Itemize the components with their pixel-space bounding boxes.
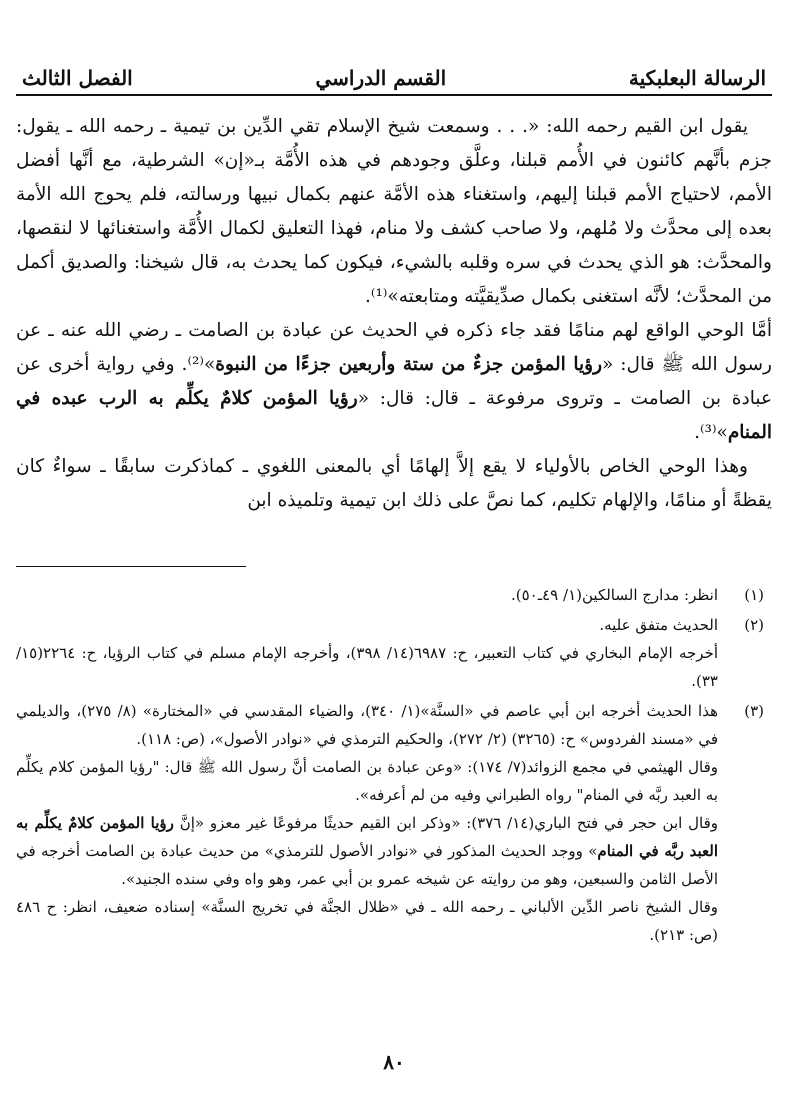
running-header [16,66,772,94]
footnote-text: وقال الشيخ ناصر الدِّين الألباني ـ رحمه الله ـ في «ظلال الجنَّة في تخريج السنَّة» إسناده ضعيف، انظر: ح ٤٨٦ (ص: ٢١٣). [16,898,718,944]
footnote-text: هذا الحديث أخرجه ابن أبي عاصم في «السنَّة»(١/ ٣٤٠)، والضياء المقدسي في «المختارة» (٨/ ٢٧٥)، والديلمي في «مسند الفردوس» ح: (٣٢٦٥) (٢/ ٢٧٢)، والحكيم الترمذي في «نوادر الأصول»، (ص: ١١٨). [16,702,719,748]
hadith-quote-1: رؤيا المؤمن جزءٌ من ستة وأربعين جزءًا من النبوة [215,354,603,375]
footnote-number: (٢) [744,616,764,634]
footnote-text: أخرجه الإمام البخاري في كتاب التعبير، ح: ٦٩٨٧(١٤/ ٣٩٨)، وأخرجه الإمام مسلم في كتاب الرؤيا، ح: ٢٢٦٤(١٥/ ٣٣). [16,644,718,690]
paragraph-2-text-a: أمَّا الوحي الواقع لهم منامًا فقد جاء ذكره في الحديث عن عبادة بن الصامت ـ رضي الله عنه ـ عن رسول الله ﷺ قال: « [16,320,772,375]
footnote-number: (١) [744,586,764,604]
footnote-separator [16,566,246,567]
header-section-title: القسم الدراسي [315,66,447,90]
header-rule [16,94,772,96]
footnote-number: (٣) [744,702,764,720]
footnote-text: انظر: مدارج السالكين(١/ ٤٩ـ٥٠). [510,586,718,604]
footnote-text: الحديث متفق عليه. [599,616,718,634]
footnote-1 [16,581,772,609]
footnote-3 [16,697,772,949]
footnote-text-part: » ووجد الحديث المذكور في «نوادر الأصول للترمذي» من حديث عبادة بن الصامت أخرجه في الأصل الثامن والسبعين، وهو من روايته عن شيخه عمرو بن أبي عمر، وهو واه وفي سنده الجنيد». [16,842,718,888]
footnote-text: وقال الهيثمي في مجمع الزوائد(٧/ ١٧٤): «وعن عبادة بن الصامت أنَّ رسول الله ﷺ قال: "رؤيا المؤمن كلام يكلِّم به العبد ربَّه في المنام" رواه الطبراني وفيه من لم أعرفه». [16,758,718,804]
main-text [16,110,772,518]
paragraph-2-text-e: »⁽³⁾. [694,422,728,443]
footnotes [16,581,772,949]
paragraph-2-text-c: »⁽²⁾. وفي رواية أخرى عن عبادة بن الصامت ـ وتروى مرفوعة ـ قال: قال: « [16,354,772,409]
footnote-hadith-quote: رؤيا المؤمن كلامٌ يكلِّم به العبد ربَّه في المنام [16,814,719,860]
footnote-2 [16,611,772,695]
paragraph-2 [16,314,772,450]
header-chapter-title: الفصل الثالث [22,66,133,90]
hadith-quote-2: رؤيا المؤمن كلامٌ يكلِّم به الرب عبده في المنام [16,388,772,443]
paragraph-1: يقول ابن القيم رحمه الله: «. . . وسمعت شيخ الإسلام تقي الدِّين بن تيمية ـ رحمه الله ـ يقول: جزم بأنَّهم كائنون في الأُمم قبلنا، وعلَّق وجودهم في هذه الأُمَّة بـ«إن» الشرطية، مع أنَّها أفضل الأمم، لاحتياج الأمم قبلنا إليهم، واستغناء هذه الأمَّة عنهم بكمال نبيها ورسالته، فلم يحوج الله الأمة بعده إلى محدَّث ولا مُلهم، ولا صاحب كشف ولا منام، فهذا التعليق لكمال الأُمَّة واستغنائها لا لنقصها، والمحدَّث: هو الذي يحدث في سره وقلبه بالشيء، فيكون كما يحدث به، قال شيخنا: والصديق أكمل من المحدَّث؛ لأنَّه استغنى بكمال صدِّيقيَّته ومتابعته»⁽¹⁾. [16,116,772,307]
paragraph-3: وهذا الوحي الخاص بالأولياء لا يقع إلاَّ إلهامًا أي بالمعنى اللغوي ـ كماذكرت سابقًا ـ سواءٌ كان يقظةً أو منامًا، والإلهام تكليم، كما نصَّ على ذلك ابن تيمية وتلميذه ابن [16,456,772,511]
footnote-text [16,809,718,893]
footnote-text-part: وقال ابن حجر في فتح الباري(١٤/ ٣٧٦): «وذكر ابن القيم حديثًا مرفوعًا غير معزو «إنَّ [173,814,718,832]
header-book-title: الرسالة البعلبكية [628,66,766,90]
page-number: ٨٠ [383,1050,405,1074]
